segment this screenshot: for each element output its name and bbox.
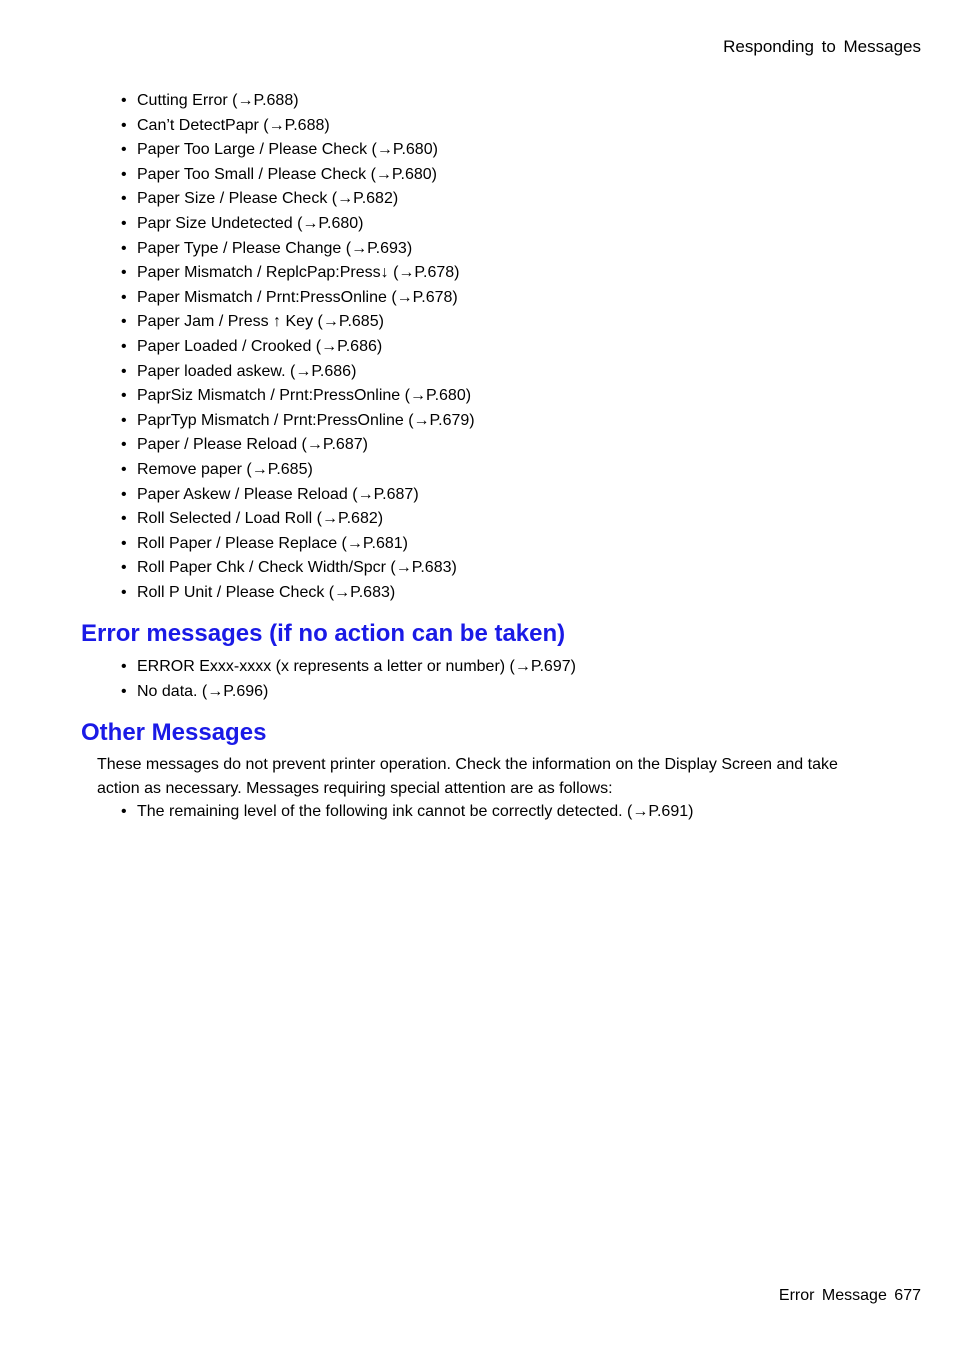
list-item[interactable]: • Paper Too Large / Please Check (→P.680) [121, 138, 475, 163]
error-message-list [121, 655, 576, 704]
list-item[interactable]: • Paper loaded askew. (→P.686) [121, 360, 475, 385]
list-item[interactable]: • Paper Mismatch / Prnt:PressOnline (→P.678) [121, 286, 475, 311]
list-item[interactable]: • Paper Jam / Press ↑ Key (→P.685) [121, 310, 475, 335]
list-item[interactable]: • Paper Askew / Please Reload (→P.687) [121, 483, 475, 508]
list-item[interactable]: • Paper Type / Please Change (→P.693) [121, 237, 475, 262]
list-item[interactable]: • Roll Paper Chk / Check Width/Spcr (→P.683) [121, 556, 475, 581]
message-list [121, 89, 475, 605]
list-item[interactable]: • Paper Loaded / Crooked (→P.686) [121, 335, 475, 360]
list-item[interactable]: • The remaining level of the following ink cannot be correctly detected. (→P.691) [121, 800, 693, 825]
list-item[interactable]: • ERROR Exxx-xxxx (x represents a letter or number) (→P.697) [121, 655, 576, 680]
list-item[interactable]: • Paper / Please Reload (→P.687) [121, 433, 475, 458]
list-item[interactable]: • Cutting Error (→P.688) [121, 89, 475, 114]
list-item[interactable]: • Roll P Unit / Please Check (→P.683) [121, 581, 475, 606]
other-message-list [121, 800, 693, 825]
error-messages-heading: Error messages (if no action can be taken) [81, 620, 566, 647]
list-item[interactable]: • PaprTyp Mismatch / Prnt:PressOnline (→P.679) [121, 409, 475, 434]
list-item[interactable]: • Roll Paper / Please Replace (→P.681) [121, 532, 475, 557]
list-item[interactable]: • PaprSiz Mismatch / Prnt:PressOnline (→P.680) [121, 384, 475, 409]
list-item[interactable]: • Papr Size Undetected (→P.680) [121, 212, 475, 237]
list-item[interactable]: • No data. (→P.696) [121, 680, 576, 705]
list-item[interactable]: • Roll Selected / Load Roll (→P.682) [121, 507, 475, 532]
footer-section-title: Error Message [778, 1287, 887, 1304]
list-item[interactable]: • Paper Mismatch / ReplcPap:Press↓ (→P.678) [121, 261, 475, 286]
running-header: Responding to Messages [723, 37, 921, 56]
running-footer [779, 1287, 921, 1305]
other-messages-heading: Other Messages [81, 719, 267, 746]
other-messages-paragraph: These messages do not prevent printer operation. Check the information on the Display Screen and take action as necessary. Messages requiring special attention are as follows: [97, 756, 838, 797]
page-number: 677 [894, 1287, 921, 1304]
list-item[interactable]: • Can’t DetectPapr (→P.688) [121, 114, 475, 139]
list-item[interactable]: • Paper Size / Please Check (→P.682) [121, 187, 475, 212]
list-item[interactable]: • Remove paper (→P.685) [121, 458, 475, 483]
list-item[interactable]: • Paper Too Small / Please Check (→P.680) [121, 163, 475, 188]
